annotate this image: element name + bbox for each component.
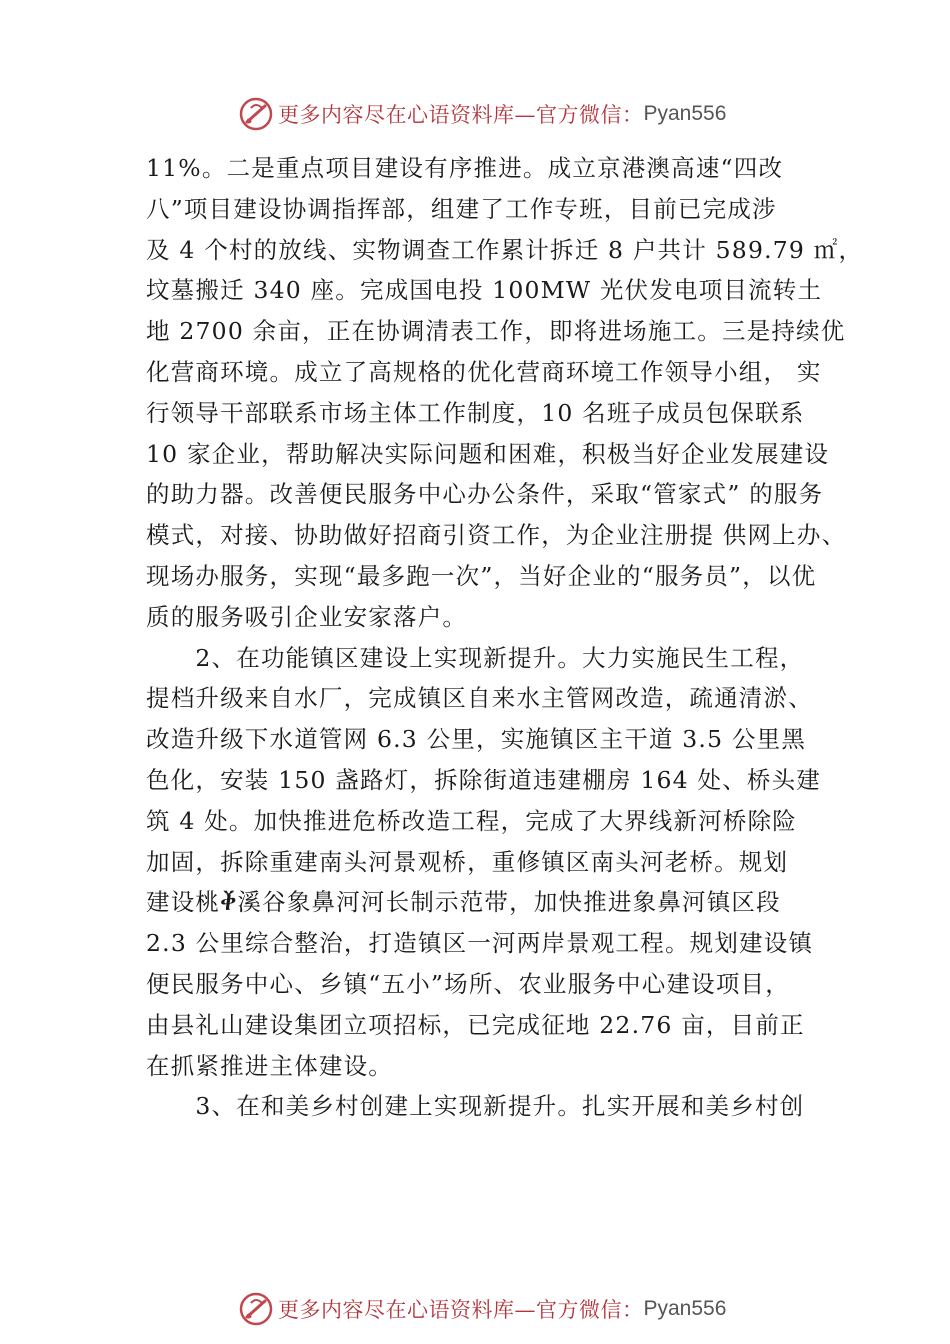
text-line: 3、在和美乡村创建上实现新提升。扎实开展和美乡村创 [146,1092,805,1121]
wechat-id: Pyan556 [643,102,727,125]
text-line: 在抓紧推进主体建设。 [146,1051,393,1080]
text-line: 模式，对接、协助做好招商引资工作，为企业注册提 供网上办、 [146,521,847,550]
banner-text: 更多内容尽在心语资料库—官方微信： [278,103,644,127]
text-line: 地 2700 余亩，正在协调清表工作，即将进场施工。三是持续优 [146,317,846,346]
logo-icon [238,1291,274,1327]
text-line: 现场办服务，实现“最多跑一次”，当好企业的“服务员”，以优 [146,561,817,590]
text-line: 八”项目建设协调指挥部，组建了工作专班，目前已完成涉 [146,194,777,223]
text-line: 化营商环境。成立了高规格的优化营商环境工作领导小组， 实 [146,357,822,386]
text-line: 建设桃ⷀ溪谷象鼻河河长制示范带，加快推进象鼻河镇区段 [146,888,781,917]
text-line: 色化，安装 150 盏路灯，拆除街道违建棚房 164 处、桥头建 [146,765,821,794]
text-line: 的助力器。改善便民服务中心办公条件，采取“管家式” 的服务 [146,480,824,509]
header-banner [238,94,726,134]
text-line: 由县礼山建设集团立项招标，已完成征地 22.76 亩，目前正 [146,1010,805,1039]
text-line: 行领导干部联系市场主体工作制度，10 名班子成员包保联系 [146,398,805,427]
wechat-id: Pyan556 [643,1297,727,1320]
document-body [146,148,864,1127]
text-line: 10 家企业，帮助解决实际问题和困难，积极当好企业发展建设 [146,439,830,468]
text-line: 提档升级来自水厂，完成镇区自来水主管网改造，疏通清淤、 [146,684,813,713]
banner-text: 更多内容尽在心语资料库—官方微信： [278,1298,644,1322]
text-line: 加固，拆除重建南头河景观桥，重修镇区南头河老桥。规划 [146,847,789,876]
text-line: 质的服务吸引企业安家落户。 [146,602,468,631]
logo-icon [238,96,274,132]
text-line: 11%。二是重点项目建设有序推进。成立京港澳高速“四改 [146,154,784,182]
text-line: 筑 4 处。加快推进危桥改造工程，完成了大界线新河桥除险 [146,806,797,835]
text-line: 2、在功能镇区建设上实现新提升。大力实施民生工程， [146,643,805,672]
text-line: 及 4 个村的放线、实物调查工作累计拆迁 8 户共计 589.79 ㎡， [146,235,864,264]
footer-banner [238,1289,726,1329]
text-line: 坟墓搬迁 340 座。完成国电投 100MW 光伏发电项目流转土 [146,276,823,305]
text-line: 便民服务中心、乡镇“五小”场所、农业服务中心建设项目， [146,969,790,998]
text-line: 改造升级下水道管网 6.3 公里，实施镇区主干道 3.5 公里黑 [146,725,807,754]
text-line: 2.3 公里综合整治，打造镇区一河两岸景观工程。规划建设镇 [146,929,814,958]
